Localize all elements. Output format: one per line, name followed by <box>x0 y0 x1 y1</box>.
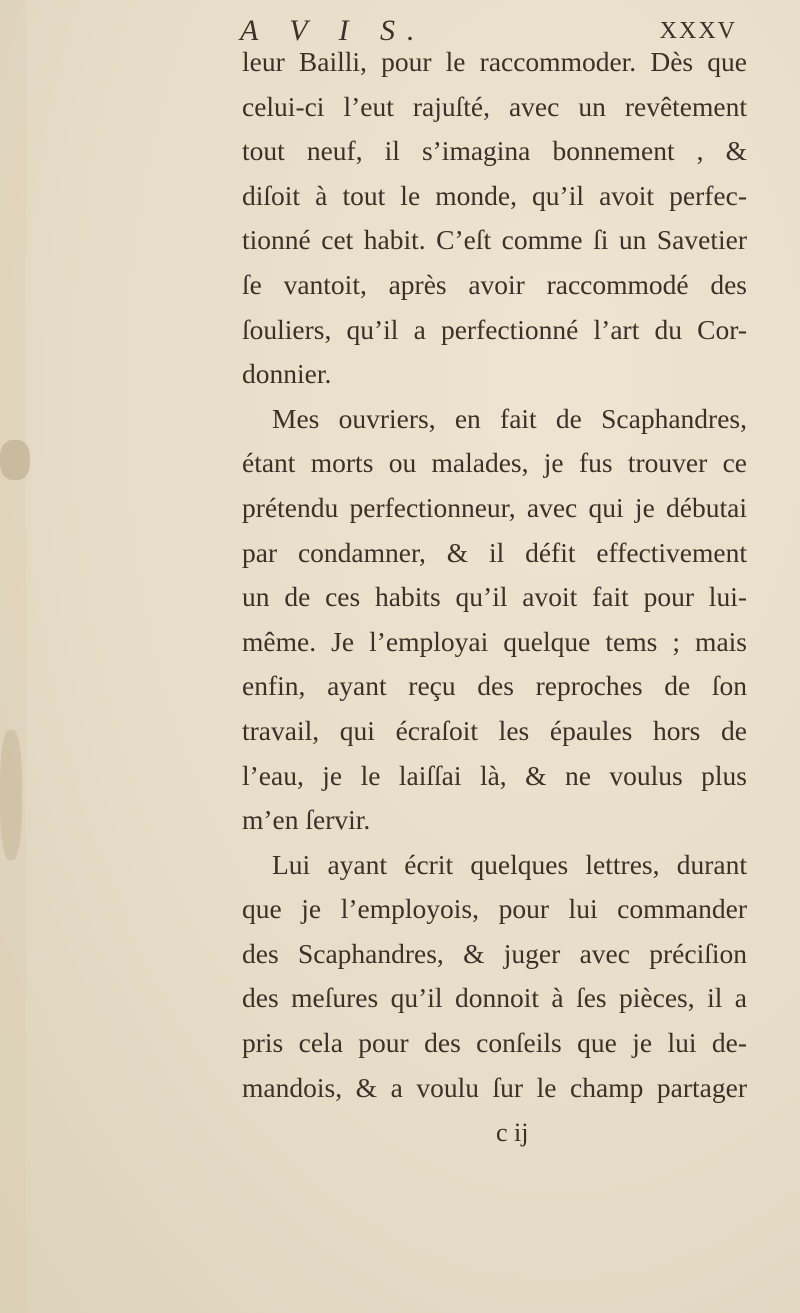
page-number: XXXV <box>659 18 737 44</box>
text-line: m’en ſervir. <box>242 804 371 836</box>
text-line: donnier. <box>242 358 332 390</box>
bleed-mark <box>0 730 22 860</box>
text-line: leur Bailli, pour le raccommoder. Dès que <box>242 46 747 77</box>
text-line: enfin, ayant reçu des reproches de ſon <box>242 670 747 702</box>
text-line: Mes ouvriers, en fait de Scaphandres, <box>272 402 747 434</box>
bleed-mark <box>0 440 30 480</box>
text-line: travail, qui écraſoit les épaules hors de <box>242 714 747 746</box>
text-line: diſoit à tout le monde, qu’il avoit perfec- <box>242 179 747 211</box>
text-line: par condamner, & il défit effectivement <box>242 536 747 568</box>
text-line: étant morts ou malades, je fus trouver ce <box>242 447 747 479</box>
text-line: tionné cet habit. C’eſt comme ſi un Savetier <box>242 224 747 256</box>
text-line: mandois, & a voulu ſur le champ partager <box>242 1071 747 1103</box>
running-title: A V I S. <box>240 14 427 47</box>
text-line: des meſures qu’il donnoit à ſes pièces, il a <box>242 982 747 1014</box>
text-line: des Scaphandres, & juger avec préciſion <box>242 937 747 969</box>
body-text <box>242 40 747 1110</box>
text-line: tout neuf, il s’imagina bonnement , & <box>242 135 747 167</box>
text-line: Lui ayant écrit quelques lettres, durant <box>272 848 747 880</box>
text-line: ſouliers, qu’il a perfectionné l’art du Cor- <box>242 313 747 345</box>
text-line: prétendu perfectionneur, avec qui je débutai <box>242 491 747 523</box>
text-line: même. Je l’employai quelque tems ; mais <box>242 625 747 657</box>
page-edge <box>0 0 26 1313</box>
text-line: ſe vantoit, après avoir raccommodé des <box>242 268 747 300</box>
signature-mark: c ij <box>496 1118 529 1147</box>
text-line: que je l’employois, pour lui commander <box>242 893 747 925</box>
text-line: pris cela pour des conſeils que je lui de- <box>242 1027 747 1059</box>
text-line: un de ces habits qu’il avoit fait pour lui- <box>242 581 747 613</box>
text-line: celui-ci l’eut rajuſté, avec un revêtement <box>242 90 747 122</box>
text-line: l’eau, je le laiſſai là, & ne voulus plus <box>242 759 747 791</box>
